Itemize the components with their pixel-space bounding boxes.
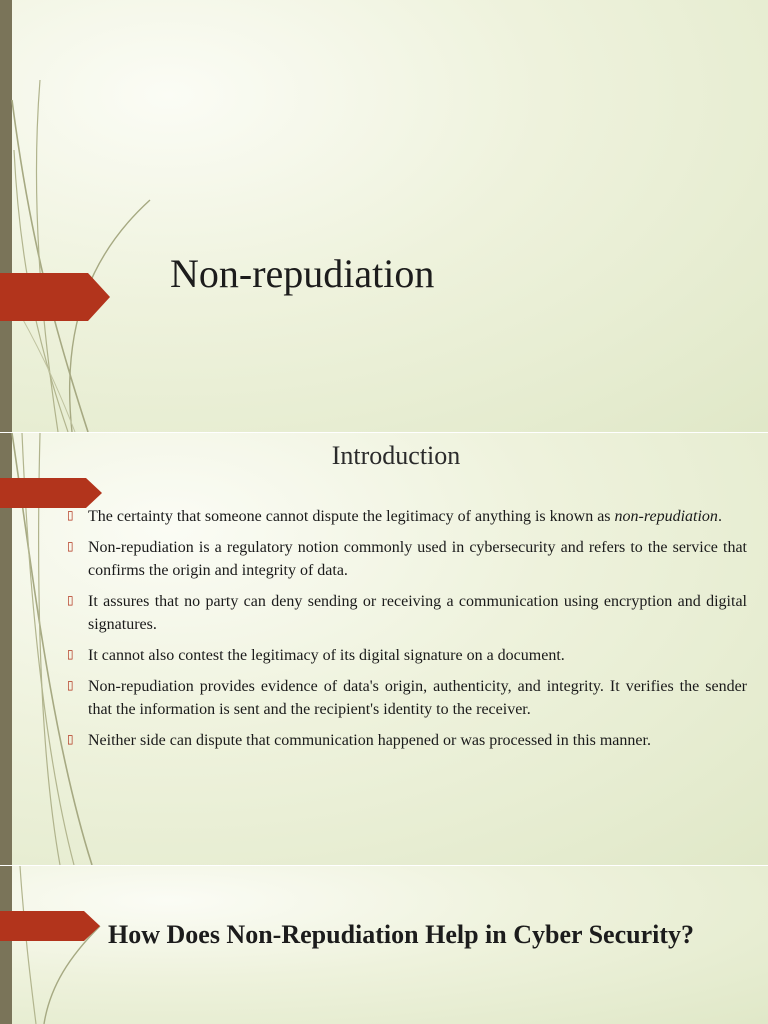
decorative-curves bbox=[0, 866, 120, 1024]
bullet-marker-icon: ▯ bbox=[67, 539, 74, 553]
slide-title bbox=[0, 0, 768, 432]
bullet-suffix: . bbox=[717, 508, 722, 525]
bullet-item bbox=[67, 644, 747, 667]
bullet-text: The certainty that someone cannot dispute the legitimacy of anything is known as bbox=[88, 508, 615, 525]
bullet-item bbox=[67, 536, 747, 582]
bullet-list bbox=[67, 505, 747, 760]
accent-tab bbox=[0, 911, 100, 941]
slide-heading: Introduction bbox=[331, 441, 461, 470]
slide-title-text: Non-repudiation bbox=[170, 251, 435, 296]
bullet-emphasis: non-repudiation bbox=[614, 508, 718, 525]
bullet-marker-icon: ▯ bbox=[67, 678, 74, 692]
bullet-marker-icon: ▯ bbox=[67, 508, 74, 522]
bullet-text: It assures that no party can deny sending or receiving a communication using encryption and digital signatures. bbox=[88, 593, 747, 633]
bullet-marker-icon: ▯ bbox=[67, 593, 74, 607]
bullet-marker-icon: ▯ bbox=[67, 647, 74, 661]
slide-introduction bbox=[0, 433, 768, 865]
bullet-text: Neither side can dispute that communication happened or was processed in this manner. bbox=[88, 732, 651, 749]
bullet-text: Non-repudiation provides evidence of data's origin, authenticity, and integrity. It verifies the sender that the information is sent and the recipient's identity to the receiver. bbox=[88, 678, 747, 718]
accent-tab bbox=[0, 478, 102, 508]
accent-tab bbox=[0, 273, 110, 321]
bullet-item bbox=[67, 729, 747, 752]
bullet-text: Non-repudiation is a regulatory notion commonly used in cybersecurity and refers to the service that confirms the origin and integrity of data. bbox=[88, 539, 747, 579]
bullet-marker-icon: ▯ bbox=[67, 732, 74, 746]
bullet-text: It cannot also contest the legitimacy of its digital signature on a document. bbox=[88, 647, 565, 664]
bullet-item bbox=[67, 590, 747, 636]
bullet-item bbox=[67, 675, 747, 721]
decorative-curves bbox=[0, 0, 180, 432]
bullet-item bbox=[67, 505, 747, 528]
slide-heading: How Does Non-Repudiation Help in Cyber Security? bbox=[108, 920, 694, 949]
slide-how-it-helps bbox=[0, 866, 768, 1024]
